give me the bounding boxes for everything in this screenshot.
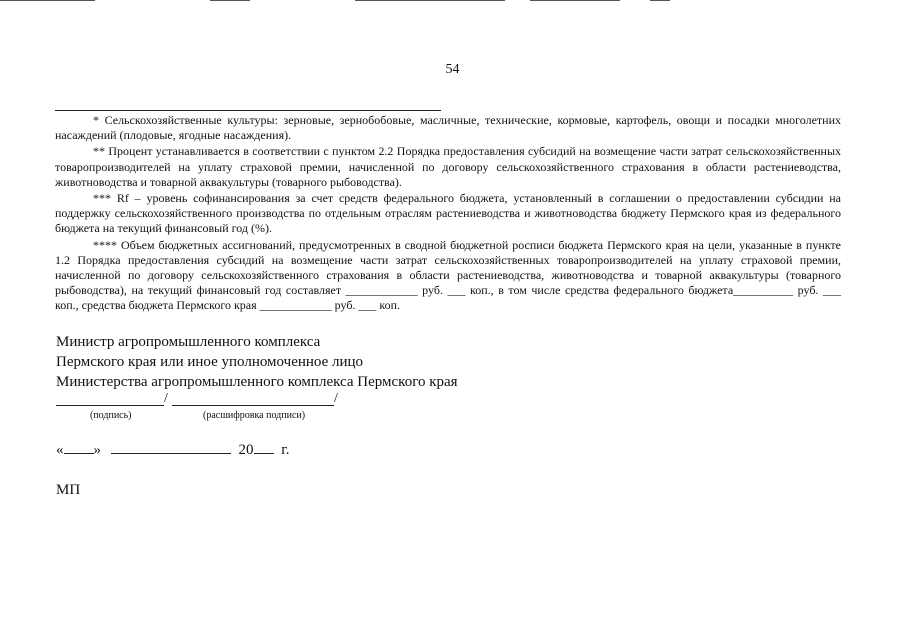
footnote-3: [55, 191, 841, 237]
signature-row: [56, 391, 346, 408]
footnote-mark: ****: [93, 237, 117, 252]
scan-artifact: [530, 0, 620, 1]
month-field[interactable]: [111, 441, 231, 454]
date-line: [56, 441, 289, 459]
decoding-caption: (расшифровка подписи): [203, 410, 306, 421]
separator-slash: /: [334, 391, 338, 406]
page-number: 54: [445, 62, 460, 77]
footnote-1: [55, 113, 841, 143]
separator-slash: /: [164, 391, 168, 406]
footnotes: [55, 113, 841, 315]
scan-artifact: [355, 0, 505, 1]
scan-artifact: [0, 0, 95, 1]
footnote-mark: *: [93, 113, 99, 127]
signature-field[interactable]: [56, 405, 164, 406]
footnote-separator: [55, 110, 441, 111]
day-field[interactable]: [64, 441, 94, 454]
year-prefix: 20: [238, 442, 254, 458]
footnote-text: Сельскохозяйственные культуры: зерновые, зернобобовые, масличные, технические, кормовые, картофель, овощи и посадки многолетних насаждений (плодовые, ягодные насаждения).: [55, 113, 841, 143]
footnote-text: Объем бюджетных ассигнований, предусмотренных в сводной бюджетной росписи бюджета Пермского края на цели, указанные в пункте 1.2 Порядка предоставления субсидий на возмещение части затрат сельскохозяйственных товаропроизводителей на уплату страховой премии, начисленной по договору сельскохозяйственного страхования в области растениеводства, животноводства и товарной аквакультуры (товарного рыбоводства), на текущий финансовый год составляет ____________ руб. ___ коп., в том числе средства федерального бюджета__________ руб. ___ коп., средства бюджета Пермского края ____________ руб. ___ коп.: [55, 237, 842, 313]
footnote-4: [55, 238, 841, 314]
signature-caption: (подпись): [90, 410, 132, 421]
stamp-place: МП: [56, 482, 81, 498]
year-suffix: г.: [281, 442, 290, 458]
scan-artifact: [210, 0, 250, 1]
footnote-mark: **: [93, 144, 105, 159]
close-quote: »: [93, 442, 101, 458]
footnote-2: [55, 144, 841, 190]
signatory-line-3: Министерства агропромышленного комплекса Пермского края: [56, 374, 458, 390]
signatory-line-1: Министр агропромышленного комплекса: [56, 334, 321, 350]
signatory-line-2: Пермского края или иное уполномоченное лицо: [56, 354, 364, 370]
signature-decoding-field[interactable]: [172, 405, 334, 406]
scan-artifact: [650, 0, 670, 1]
year-field[interactable]: [254, 441, 274, 454]
signatory-block: [56, 332, 458, 392]
footnote-text: Rf – уровень софинансирования за счет средств федерального бюджета, установленный в соглашении о предоставлении субсидии на поддержку сельскохозяйственного производства по отдельным отраслям растениеводства и животноводства бюджету Пермского края из федерального бюджета на текущий финансовый год (%).: [55, 191, 842, 236]
footnote-mark: ***: [93, 191, 111, 206]
open-quote: «: [56, 442, 64, 458]
footnote-text: Процент устанавливается в соответствии с пунктом 2.2 Порядка предоставления субсидий на возмещение части затрат сельскохозяйственных товаропроизводителей на уплату страховой премии, начисленной по договору сельскохозяйственного страхования в области растениеводства, животноводства и товарной аквакультуры (товарного рыбоводства).: [55, 144, 842, 189]
